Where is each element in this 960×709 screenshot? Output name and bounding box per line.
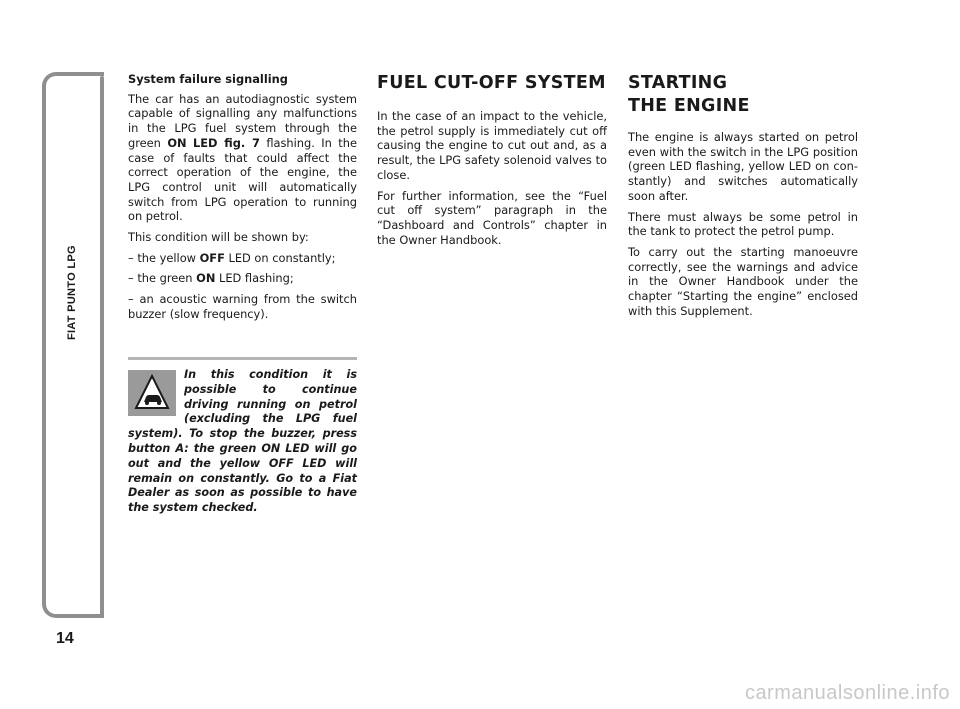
led-fig-ref: LED fig. 7	[192, 135, 260, 150]
off-led-label: OFF	[199, 250, 225, 265]
paragraph-autodiagnostic	[128, 92, 357, 224]
frame-rule	[100, 76, 104, 618]
heading-line: THE ENGINE	[628, 96, 750, 116]
text-run: LED on constantly;	[224, 250, 336, 265]
text-run: The car has an autodiagnostic system capable of signalling any malfunctions in the LPG fuel system through the green	[128, 91, 357, 150]
heading-line: STARTING	[628, 73, 728, 93]
warning-box	[128, 368, 357, 516]
text-run: – the yellow	[128, 250, 200, 265]
column-left	[128, 72, 357, 328]
watermark: carmanualsonline.info	[744, 682, 950, 704]
warning-text: In this condition it is possible to continue driving running on petrol (excluding the LPG fuel system). To stop the buzzer, press button A: the green ON LED will go out and the yellow OFF LED will remain on constantly. Go to a Fiat Dealer as soon as possible to have the system checked.	[128, 368, 357, 515]
heading-starting-engine	[628, 72, 858, 118]
section-subheading: System failure signalling	[128, 72, 288, 86]
list-item-acoustic: – an acoustic warning from the switch buzzer (slow frequency).	[128, 292, 357, 321]
paragraph-further-info: For further information, see the “Fuel cut off system” paragraph in the “Dashboard and Controls” chapter in the Owner Handbook.	[377, 188, 607, 247]
column-middle	[377, 72, 607, 253]
paragraph-impact: In the case of an impact to the vehicle, the petrol supply is immediately cut off causing the engine to cut out and, as a result, the LPG safety solenoid valves to close.	[377, 109, 607, 182]
paragraph-starting-manoeuvre: To carry out the starting manoeuvre correctly, see the warnings and advice in the Owner Handbook under the chapter “Starting the engine” enclosed with this Supplement.	[628, 244, 858, 318]
heading-fuel-cutoff: FUEL CUT-OFF SYSTEM	[377, 73, 606, 93]
list-item-off-led	[128, 251, 357, 266]
text-run: – the green	[128, 271, 197, 286]
side-label: FIAT PUNTO LPG	[66, 245, 78, 340]
paragraph-condition: This condition will be shown by:	[128, 230, 309, 245]
on-led-label: ON	[167, 135, 187, 150]
text-run: LED flashing;	[215, 271, 294, 286]
column-right	[628, 72, 858, 324]
page-frame	[42, 72, 104, 618]
paragraph-started-petrol: The engine is always started on petrol even with the switch in the LPG position (green LED flashing, yellow LED on constantly) and switches automatically soon after.	[628, 130, 858, 203]
list-item-on-led	[128, 271, 357, 286]
on-led-label: ON	[196, 271, 216, 286]
warning-divider	[128, 357, 357, 360]
text-run: flashing. In the case of faults that could affect the correct operation of the engine, the LPG control unit will automatically switch from LPG operation to running on petrol.	[128, 135, 357, 224]
page-number: 14	[56, 630, 74, 647]
warning-car-icon	[128, 370, 176, 416]
paragraph-petrol-tank: There must always be some petrol in the tank to protect the petrol pump.	[628, 209, 858, 239]
